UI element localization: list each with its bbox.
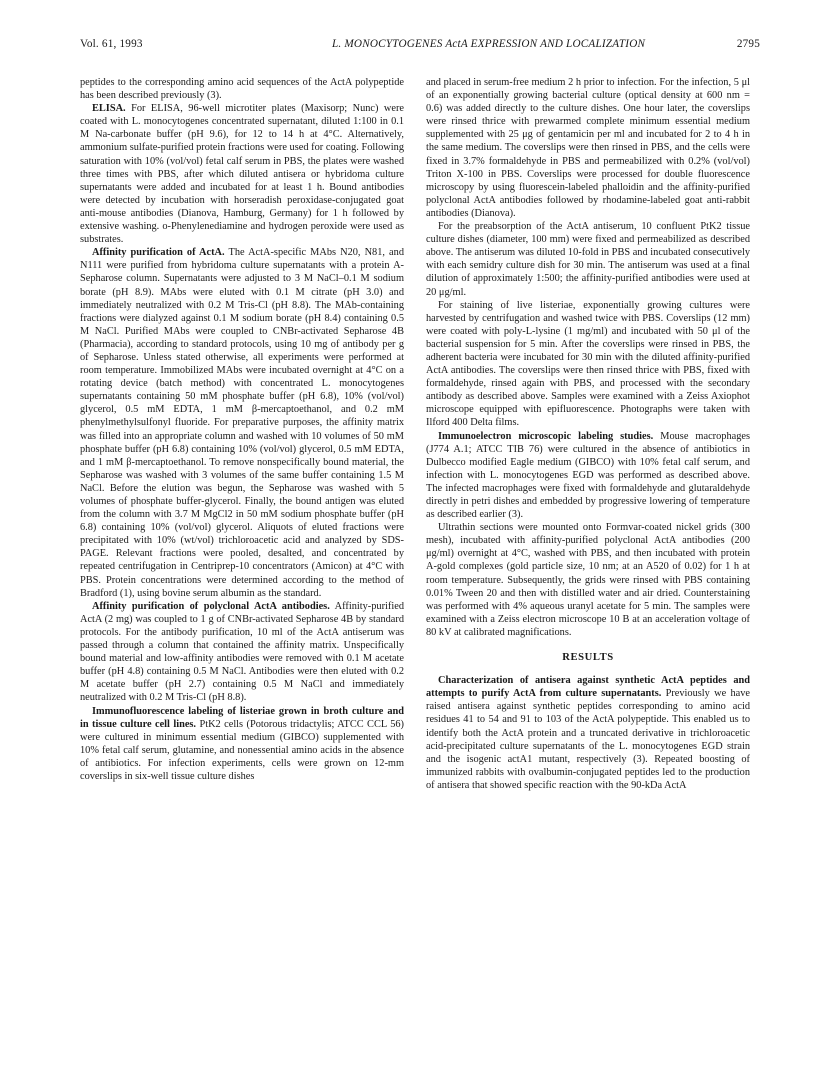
right-column	[426, 76, 750, 792]
section-heading-results: RESULTS	[562, 652, 614, 664]
paragraph-elisa	[80, 102, 404, 246]
paragraph-characterization	[426, 674, 750, 792]
paragraph: peptides to the corresponding amino acid sequences of the ActA polypeptide has been described previously (3).	[80, 77, 404, 102]
paragraph-body: Mouse macrophages (J774 A.1; ATCC TIB 76) were cultured in the absence of antibiotics in Dulbecco modified Eagle medium (GIBCO) with 10% fetal calf serum, and infection with L. monocytogenes EGD was performed as described above. The infected macrophages were fixed with formaldehyde and glutaraldehyde directly in petri dishes and embedded by progressive lowering of temperature as described earlier (3).	[426, 430, 751, 521]
run-in-heading: Affinity purification of polyclonal ActA antibodies.	[92, 600, 330, 612]
paragraph: and placed in serum-free medium 2 h prior to infection. For the infection, 5 μl of an exponentially growing bacterial culture (optical density at 600 nm = 0.6) was added directly to the culture dishes. One hour later, the coverslips were rinsed thrice with prewarmed complete minimum essential medium supplemented with 25 μg of gentamicin per ml and incubated for 2 to 4 h in the same medium. The coverslips were then rinsed in PBS, and the cells were fixed in 3.7% formaldehyde in PBS and permeabilized with 0.2% (vol/vol) Triton X-100 in PBS. Coverslips were processed for double fluorescence microscopy by using fluorescein-labeled phalloidin and the affinity-purified polyclonal ActA antibodies followed by rhodamine-labeled goat anti-rabbit antibodies (Dianova).	[426, 77, 750, 219]
running-header	[80, 38, 760, 56]
paragraph-body: The ActA-specific MAbs N20, N81, and N111 were purified from hybridoma culture supernatants with a protein A-Sepharose column. Supernatants were adjusted to 3 M NaCl–0.1 M sodium borate (pH 8.9). MAbs were eluted with 0.1 M citrate (pH 3.0) and immediately neutralized with 0.2 M Tris-Cl (pH 8.8). The MAb-containing fractions were dialyzed against 0.1 M sodium borate (pH 8.4) containing 0.5 M NaCl. Purified MAbs were coupled to CNBr-activated Sepharose 4B (Pharmacia), according to standard protocols, using 10 mg of antibody per g of Sepharose. Unless stated otherwise, all experiments were performed at room temperature. Immobilized MAbs were incubated overnight at 4°C on a rotating device (batch method) with concentrated L. monocytogenes supernatants containing 50 mM phosphate buffer (pH 6.8), 10% (vol/vol) glycerol, 0.5 mM EDTA, 1 mM β-mercaptoethanol, and 0.2 mM phenylmethylsulfonyl fluoride. For preparative purposes, the affinity matrix was filled into an appropriate column and washed with 10 volumes of 50 mM phosphate buffer (pH 6.8) containing 10% (vol/vol) glycerol, 0.5 mM EDTA, and 1 mM β-mercaptoethanol. To remove nonspecifically bound material, the Sepharose was washed with 3 volumes of the same buffer containing 1.5 M NaCl. Before the elution was begun, the Sepharose was washed with 5 volumes of phosphate buffer-glycerol. Finally, the bound antigen was eluted from the column with 3.7 M MgCl2 in 50 mM sodium phosphate buffer (pH 6.8) containing 10% (vol/vol) glycerol. Aliquots of eluted fractions were precipitated with 10% (wt/vol) trichloroacetic acid and analyzed by SDS-PAGE. Relevant fractions were pooled, desalted, and concentrated by repeated centrifugation in Centriprep-10 concentrators (Amicon) at 4°C with PBS. Protein concentrations were determined according to the method of Bradford (1), using bovine serum albumin as the standard.	[80, 247, 404, 599]
paragraph-immunoelectron	[426, 430, 750, 522]
volume-label: Vol. 61, 1993	[80, 38, 143, 50]
paragraph-polyclonal	[80, 600, 404, 705]
left-column	[80, 76, 404, 783]
run-in-heading: Immunoelectron microscopic labeling studies.	[438, 430, 654, 442]
run-in-heading: Affinity purification of ActA.	[92, 247, 225, 259]
run-in-heading: Characterization of antisera against synthetic ActA peptides and attempts to purify ActA from culture supernatants.	[426, 675, 750, 700]
paragraph-body: PtK2 cells (Potorous tridactylis; ATCC CCL 56) were cultured in minimum essential medium (GIBCO) supplemented with 10% fetal calf serum, glutamine, and nonessential amino acids in the absence of antibiotics. For infection experiments, cells were grown on 12-mm coverslips in six-well tissue culture dishes	[80, 718, 404, 782]
paragraph-body: Previously we have raised antisera against synthetic peptides corresponding to amino acid residues 41 to 54 and 91 to 103 of the ActA polypeptide. This enabled us to identify both the ActA protein and a truncated derivative in trichloroacetic acid-precipitated culture supernatants of the L. monocytogenes EGD strain and the isogenic actA1 mutant, respectively (3). Repeated boosting of immunized rabbits with ovalbumin-conjugated peptides led to the production of antisera that showed specific reaction with the 90-kDa ActA	[426, 688, 750, 791]
page-number: 2795	[736, 38, 760, 50]
paragraph: For staining of live listeriae, exponentially growing cultures were harvested by centrifugation and washed twice with PBS. Coverslips (12 mm) were coated with poly-L-lysine (1 mg/ml) and incubated with 50 μl of the bacterial suspension for 5 min. After the coverslips were rinsed in PBS, the adherent bacteria were incubated for 30 min with the diluted affinity-purified ActA antibodies. The coverslips were then rinsed thrice with PBS, fixed with formaldehyde, rinsed again with PBS, and processed with the secondary antibody as described above. Samples were examined with a Zeiss Axiophot microscope equipped with epifluorescence. Photographs were taken with Ilford 400 Delta films.	[426, 299, 750, 429]
paragraph-body: Affinity-purified ActA (2 mg) was coupled to 1 g of CNBr-activated Sepharose 4B by standard protocols. For the antibody purification, 10 ml of the ActA antiserum was passed through a column that contained the affinity matrix. Unspecifically bound material and low-affinity antibodies were removed with 0.1 M acetate buffer (pH 4.8) containing 0.5 M NaCl. Antibodies were then eluted with 0.2 M acetate buffer (pH 2.7) containing 0.5 M NaCl and immediately neutralized with 0.2 M Tris-Cl (pH 8.8).	[80, 600, 404, 704]
paragraph-body: For ELISA, 96-well microtiter plates (Maxisorp; Nunc) were coated with L. monocytogenes concentrated supernatant, diluted 1:100 in 0.1 M Na-carbonate buffer (pH 9.6), for 12 to 14 h at 4°C. Alternatively, ammonium sulfate-purified protein fractions were used for coating. Following saturation with 10% (vol/vol) fetal calf serum in PBS, the plates were washed three times with PBS, after which diluted antisera or hybridoma culture supernatants were added and incubated for at least 1 h. Bound antibodies were detected by incubation with horseradish peroxidase-conjugated goat anti-mouse antibodies (Dianova, Hamburg, Germany) for 1 h followed by extensive washing. o-Phenylenediamine and hydrogen peroxide were used as substrates.	[80, 103, 405, 246]
running-title: L. MONOCYTOGENES ActA EXPRESSION AND LOCALIZATION	[332, 38, 646, 50]
paragraph-affinity	[80, 246, 404, 600]
run-in-heading: Immunofluorescence labeling of listeriae grown in broth culture and in tissue culture cell lines.	[80, 705, 404, 730]
paragraph-immunofluorescence	[80, 705, 404, 784]
run-in-heading: ELISA.	[92, 103, 126, 115]
paragraph: For the preabsorption of the ActA antiserum, 10 confluent PtK2 tissue culture dishes (diameter, 100 mm) were fixed and permeabilized as described above. The antiserum was diluted 10-fold in PBS and incubated consecutively with each semidry culture dish for 30 min. The antiserum was used at a final dilution of approximately 1:500; the affinity-purified antibodies were used at 20 μg/ml.	[426, 221, 750, 298]
paragraph: Ultrathin sections were mounted onto Formvar-coated nickel grids (300 mesh), incubated with affinity-purified polyclonal ActA antibodies (200 μg/ml) overnight at 4°C, washed with PBS, and then incubated with protein A-gold complexes (gold particle size, 10 nm; at an A520 of 0.02) for 1 h at room temperature. Subsequently, the grids were rinsed with PBS containing 0.01% Tween 20 and then with distilled water and air dried. Counterstaining was performed with 4% aqueous uranyl acetate for 5 min. The samples were examined with a Zeiss electron microscope 10 B at an acceleration voltage of 80 kV at calibrated magnifications.	[426, 522, 750, 638]
